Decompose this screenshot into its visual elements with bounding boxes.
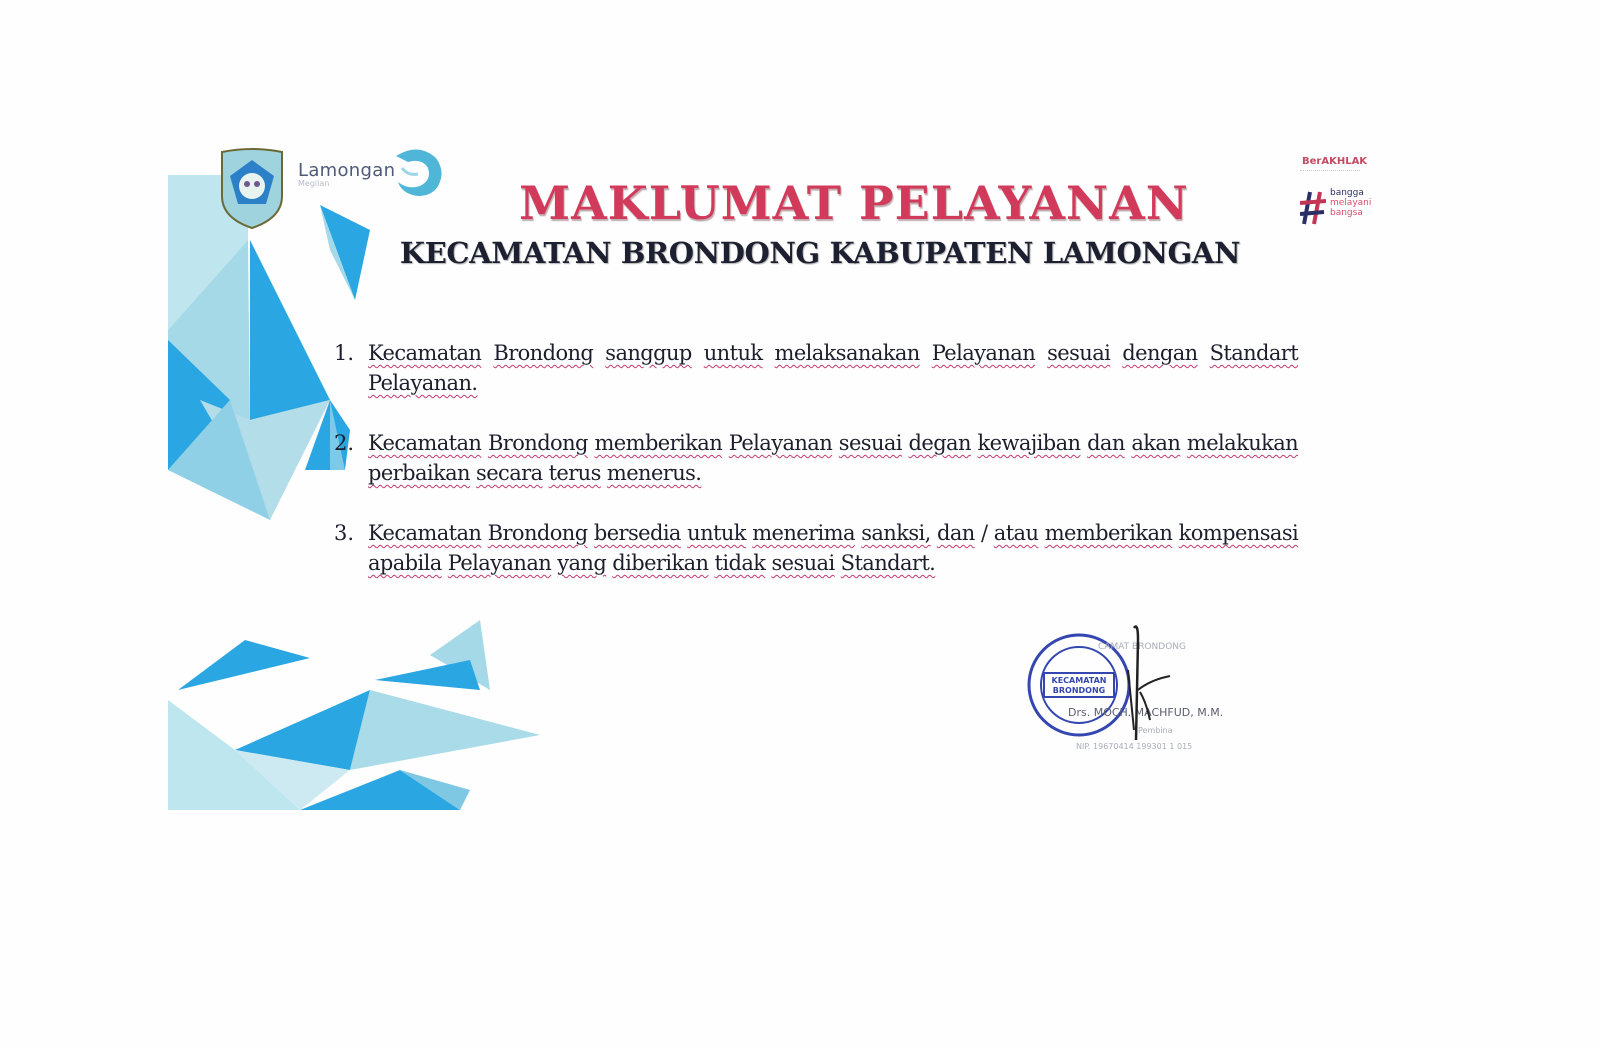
- hashtag-icon: [1300, 190, 1326, 226]
- list-item: [334, 338, 1298, 398]
- page-title: MAKLUMAT PELAYANAN: [519, 176, 1189, 230]
- item-text: Kecamatan Brondong sanggup untuk melaksanakan Pelayanan sesuai dengan Standart Pelayanan.: [368, 341, 1299, 395]
- bangga-melayani-bangsa-logo: bangga melayani bangsa: [1330, 188, 1372, 218]
- lamongan-crest-icon: [218, 146, 286, 230]
- berakhlak-logo: BerAKHLAK: [1302, 156, 1368, 167]
- signer-name: Drs. MOCH. MACHFUD, M.M.: [1068, 706, 1224, 719]
- item-text: Kecamatan Brondong memberikan Pelayanan sesuai degan kewajiban dan akan melakukan perbaikan secara terus menerus.: [368, 431, 1299, 485]
- dolphin-wave-icon: [388, 146, 446, 200]
- brand-subtitle: Megilan: [298, 179, 330, 188]
- page-subtitle: KECAMATAN BRONDONG KABUPATEN LAMONGAN: [399, 236, 1241, 270]
- berakhlak-tagline-line: [1300, 170, 1360, 175]
- brand-name: Lamongan: [298, 160, 396, 181]
- item-number: 1.: [334, 341, 355, 365]
- signer-nip: NIP. 19670414 199301 1 015: [1076, 742, 1193, 751]
- signer-office: CAMAT BRONDONG: [1098, 642, 1186, 652]
- list-item: [334, 518, 1298, 578]
- handwritten-signature-icon: [1110, 620, 1180, 750]
- list-item: [334, 428, 1298, 488]
- item-number: 3.: [334, 521, 355, 545]
- signer-rank: Pembina: [1138, 726, 1173, 735]
- maklumat-list: [334, 338, 1298, 608]
- item-number: 2.: [334, 431, 355, 455]
- svg-text:BRONDONG: BRONDONG: [1052, 686, 1106, 695]
- item-text: Kecamatan Brondong bersedia untuk menerima sanksi, dan / atau memberikan kompensasi apabila Pelayanan yang diberikan tidak sesuai Standart.: [368, 521, 1299, 575]
- lamongan-brand-logo: [298, 160, 395, 188]
- svg-text:KECAMATAN: KECAMATAN: [1051, 676, 1107, 685]
